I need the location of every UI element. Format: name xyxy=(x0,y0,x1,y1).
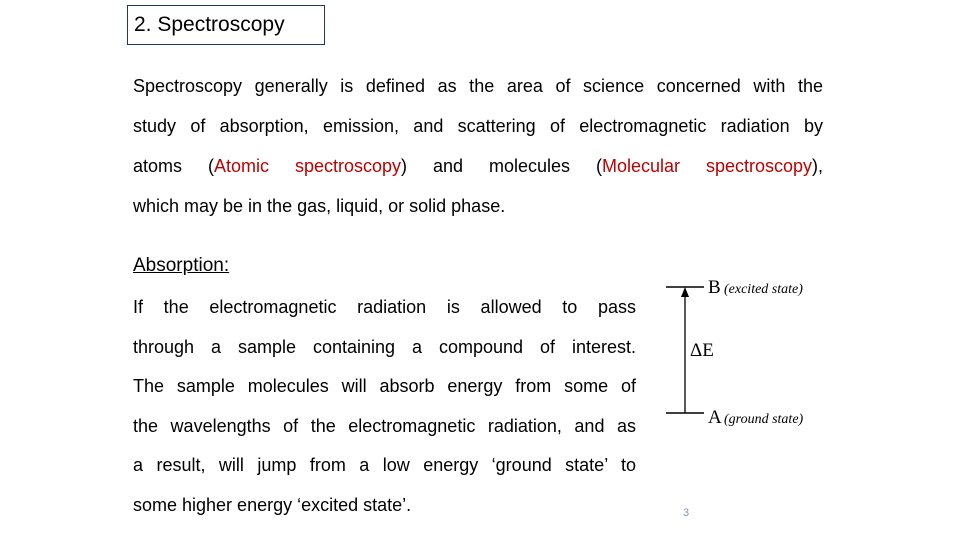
absorption-line-3: The sample molecules will absorb energy from some of xyxy=(133,376,636,396)
intro-line-3-start: atoms ( xyxy=(133,156,214,176)
slide-title-text: 2. Spectroscopy xyxy=(134,13,285,36)
page-number: 3 xyxy=(683,507,690,519)
transition-arrowhead-icon xyxy=(681,287,689,297)
absorption-line-5: a result, will jump from a low energy ‘ground state’ to xyxy=(133,455,636,475)
intro-line-3-middle: ) and molecules ( xyxy=(401,156,602,176)
absorption-paragraph xyxy=(133,288,636,525)
atomic-spectroscopy-term: Atomic spectroscopy xyxy=(213,156,402,176)
lower-level-label: (ground state) xyxy=(724,412,804,427)
lower-level-letter: A xyxy=(708,407,722,428)
absorption-line-2: through a sample containing a compound of interest. xyxy=(133,336,636,357)
delta-e-label: ΔE xyxy=(690,340,714,361)
intro-line-1: Spectroscopy generally is defined as the area of science concerned with the xyxy=(133,76,823,96)
intro-line-2: study of absorption, emission, and scattering of electromagnetic radiation by xyxy=(133,116,823,136)
slide-title xyxy=(127,5,325,45)
upper-level-letter: B xyxy=(708,277,721,298)
intro-paragraph xyxy=(133,66,823,226)
absorption-line-1: If the electromagnetic radiation is allowed to pass xyxy=(133,297,636,317)
energy-level-diagram xyxy=(660,270,840,440)
intro-line-4: which may be in the gas, liquid, or solid phase. xyxy=(133,196,506,216)
intro-line-3 xyxy=(133,146,823,186)
absorption-line-4: the wavelengths of the electromagnetic radiation, and as xyxy=(133,415,636,436)
molecular-spectroscopy-term: Molecular spectroscopy xyxy=(601,156,813,176)
upper-level-label: (excited state) xyxy=(724,282,803,297)
absorption-heading: Absorption: xyxy=(133,255,230,276)
intro-line-3-end: ), xyxy=(812,156,824,176)
absorption-line-6: some higher energy ‘excited state’. xyxy=(133,494,412,515)
